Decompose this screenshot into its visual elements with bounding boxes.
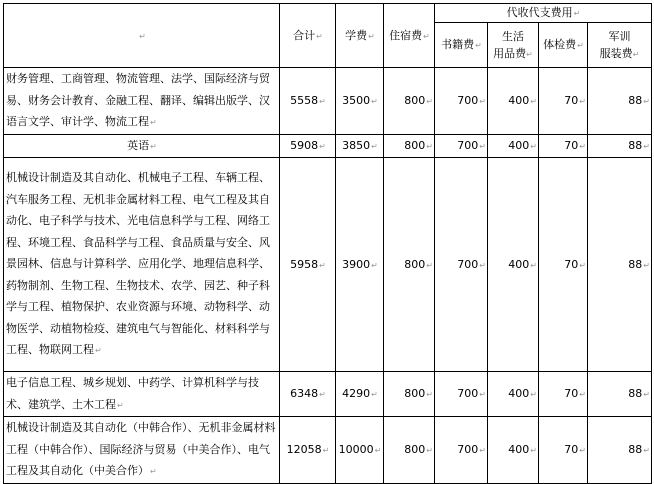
header-row-top	[4, 4, 652, 23]
majors-cell: 电子信息工程、城乡规划、中药学、计算机科学与技术、建筑学、土木工程 ↵	[4, 372, 280, 417]
uniform-cell: 88 ↵	[588, 158, 652, 372]
header-tuition	[336, 4, 384, 68]
header-daily-line2: 用品费	[493, 46, 527, 60]
uniform-cell: 88 ↵	[588, 68, 652, 135]
header-accommodation	[384, 4, 435, 68]
header-total-label: 合计	[293, 28, 316, 42]
medical-cell: 70 ↵	[539, 372, 588, 417]
medical-cell: 70 ↵	[539, 68, 588, 135]
uniform-cell: 88 ↵	[588, 372, 652, 417]
header-tuition-label: 学费	[345, 28, 368, 42]
daily-cell: 400 ↵	[488, 135, 539, 158]
majors-cell: 机械设计制造及其自动化（中韩合作）、无机非金属材料工程（中韩合作）、国际经济与贸易（中美合作）、电气工程及其自动化（中美合作） ↵	[4, 417, 280, 484]
header-uniform-line2: 服装费	[599, 46, 633, 60]
header-uniform-line1: 军训	[608, 29, 631, 43]
books-cell: 700 ↵	[435, 135, 488, 158]
daily-cell: 400 ↵	[488, 158, 539, 372]
medical-cell: 70 ↵	[539, 158, 588, 372]
header-medical-label: 体检费	[543, 38, 577, 51]
books-cell: 700 ↵	[435, 68, 488, 135]
accommodation-cell: 800 ↵	[384, 68, 435, 135]
tuition-cell: 4290 ↵	[336, 372, 384, 417]
total-cell: 5958 ↵	[280, 158, 336, 372]
books-cell: 700 ↵	[435, 158, 488, 372]
total-cell: 12058 ↵	[280, 417, 336, 484]
table-row	[4, 372, 652, 417]
total-cell: 5908 ↵	[280, 135, 336, 158]
header-daily-line1: 生活	[502, 29, 524, 43]
accommodation-cell: 800 ↵	[384, 158, 435, 372]
daily-cell: 400 ↵	[488, 68, 539, 135]
uniform-cell: 88 ↵	[588, 417, 652, 484]
table-row	[4, 135, 652, 158]
daily-cell: 400 ↵	[488, 417, 539, 484]
table-row	[4, 68, 652, 135]
header-accommodation-label: 住宿费	[389, 28, 423, 42]
majors-cell: 英语 ↵	[4, 135, 280, 158]
tuition-cell: 10000 ↵	[336, 417, 384, 484]
majors-cell: 机械设计制造及其自动化、机械电子工程、车辆工程、汽车服务工程、无机非金属材料工程、电气工程及其自动化、电子科学与技术、光电信息科学与工程、网络工程、环境工程、食品科学与工程、食品质量与安全、风景园林、信息与计算科学、应用化学、地理信息科学、药物制剂、生物工程、生物技术、农学、园艺、种子科学与工程、植物保护、农业资源与环境、动物科学、动物医学、动植物检疫、建筑电气与智能化、材料科学与工程、物联网工程 ↵	[4, 158, 280, 372]
daily-cell: 400 ↵	[488, 372, 539, 417]
header-medical	[539, 23, 588, 68]
fee-table	[3, 3, 652, 484]
total-cell: 6348 ↵	[280, 372, 336, 417]
tuition-cell: 3500 ↵	[336, 68, 384, 135]
tuition-cell: 3850 ↵	[336, 135, 384, 158]
header-total	[280, 4, 336, 68]
books-cell: 700 ↵	[435, 417, 488, 484]
accommodation-cell: 800 ↵	[384, 417, 435, 484]
medical-cell: 70 ↵	[539, 135, 588, 158]
header-collected-group	[435, 4, 652, 23]
header-daily: 生活 用品费↵	[488, 23, 539, 68]
header-books	[435, 23, 488, 68]
accommodation-cell: 800 ↵	[384, 135, 435, 158]
accommodation-cell: 800 ↵	[384, 372, 435, 417]
majors-cell: 财务管理、工商管理、物流管理、法学、国际经济与贸易、财务会计教育、金融工程、翻译、编辑出版学、汉语言文学、审计学、物流工程 ↵	[4, 68, 280, 135]
header-uniform: 军训 服装费↵	[588, 23, 652, 68]
medical-cell: 70 ↵	[539, 417, 588, 484]
total-cell: 5558 ↵	[280, 68, 336, 135]
tuition-cell: 3900 ↵	[336, 158, 384, 372]
table-row	[4, 417, 652, 484]
books-cell: 700 ↵	[435, 372, 488, 417]
header-category	[4, 4, 280, 68]
uniform-cell: 88 ↵	[588, 135, 652, 158]
header-collected-group-label: 代收代支费用	[506, 5, 573, 19]
header-books-label: 书籍费	[441, 38, 475, 51]
table-row	[4, 158, 652, 372]
